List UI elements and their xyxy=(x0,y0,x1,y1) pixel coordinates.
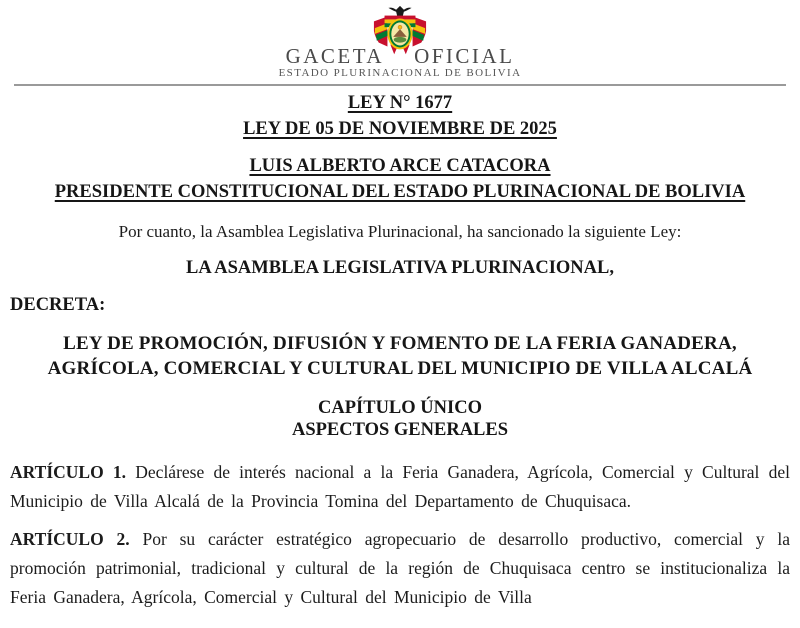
law-date: LEY DE 05 DE NOVIEMBRE DE 2025 xyxy=(243,119,557,139)
article-1-text: Declárese de interés nacional a la Feria Ganadera, Agrícola, Comercial y Cultural del Municipio de Villa Alcalá de la Provincia Tomina del Departamento de Chuquisaca. xyxy=(10,462,790,511)
decree-heading: DECRETA: xyxy=(10,295,106,315)
article-2-text: Por su carácter estratégico agropecuario de desarrollo productivo, comercial y la promoción patrimonial, tradicional y cultural de la región de Chuquisaca centro se institucionaliza la Feria Ganadera, Agrícola, Comercial y Cultural del Municipio de Villa xyxy=(10,529,790,607)
chapter-title: CAPÍTULO ÚNICO xyxy=(318,398,482,418)
law-title-line-2: AGRÍCOLA, COMERCIAL Y CULTURAL DEL MUNICIPIO DE VILLA ALCALÁ xyxy=(47,358,753,379)
bolivia-coat-of-arms-icon xyxy=(372,4,428,60)
chapter-heading xyxy=(10,397,790,441)
masthead-title-right: OFICIAL xyxy=(414,44,515,68)
masthead-subtitle: ESTADO PLURINACIONAL DE BOLIVIA xyxy=(278,67,522,79)
preamble: Por cuanto, la Asamblea Legislativa Plurinacional, ha sancionado la siguiente Ley: xyxy=(118,222,682,241)
law-title xyxy=(10,331,790,381)
president-title: PRESIDENTE CONSTITUCIONAL DEL ESTADO PLURINACIONAL DE BOLIVIA xyxy=(54,182,746,202)
law-number: LEY N° 1677 xyxy=(347,93,453,113)
chapter-subtitle: ASPECTOS GENERALES xyxy=(291,420,509,440)
masthead-title-left: GACETA xyxy=(285,44,385,68)
header-divider xyxy=(14,84,786,86)
masthead xyxy=(0,0,800,84)
article-1 xyxy=(10,458,790,516)
article-2 xyxy=(10,525,790,612)
law-document xyxy=(0,92,800,612)
president-name: LUIS ALBERTO ARCE CATACORA xyxy=(249,156,551,176)
article-1-label: ARTÍCULO 1. xyxy=(10,462,127,482)
law-title-line-1: LEY DE PROMOCIÓN, DIFUSIÓN Y FOMENTO DE LA FERIA GANADERA, xyxy=(63,333,737,354)
article-2-label: ARTÍCULO 2. xyxy=(10,529,130,549)
assembly-heading: LA ASAMBLEA LEGISLATIVA PLURINACIONAL, xyxy=(185,258,614,278)
